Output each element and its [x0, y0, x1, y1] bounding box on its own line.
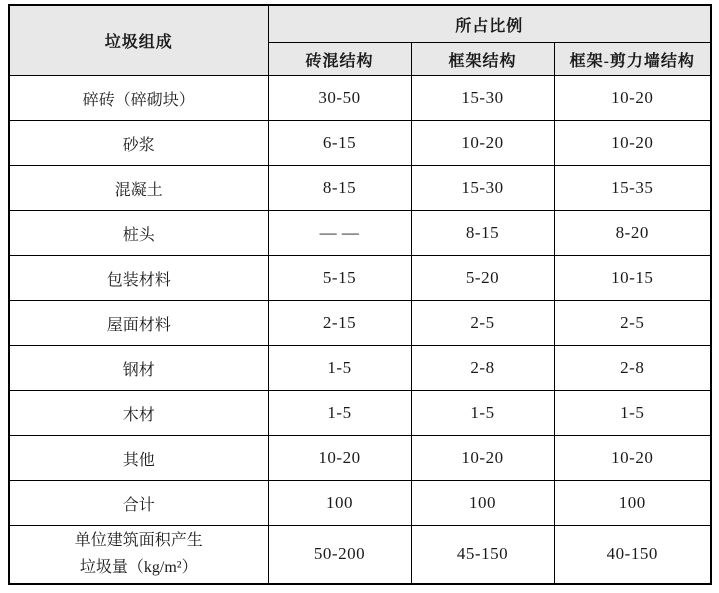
- row-label: [9, 526, 268, 584]
- cell-value: 2-15: [268, 301, 411, 346]
- cell-value: 1-5: [554, 391, 711, 436]
- cell-value: 2-5: [554, 301, 711, 346]
- col-header-composition: 垃圾组成: [9, 5, 268, 76]
- row-label-line-2: 垃圾量（kg/m²）: [79, 559, 198, 577]
- table-row-total: [9, 481, 711, 526]
- cell-value: 1-5: [268, 346, 411, 391]
- row-label: 碎砖（碎砌块）: [9, 76, 268, 121]
- table-header: [9, 5, 711, 76]
- cell-value: 8-15: [268, 166, 411, 211]
- table-row-broken-brick: [9, 76, 711, 121]
- cell-value: 15-35: [554, 166, 711, 211]
- row-label: 屋面材料: [9, 301, 268, 346]
- cell-value: 30-50: [268, 76, 411, 121]
- cell-value: 6-15: [268, 121, 411, 166]
- table-row-mortar: [9, 121, 711, 166]
- col-header-frame-shear-wall: 框架-剪力墙结构: [554, 43, 711, 76]
- table-row-concrete: [9, 166, 711, 211]
- cell-value: 45-150: [411, 526, 554, 584]
- cell-value: 10-20: [411, 436, 554, 481]
- col-header-proportion-group: 所占比例: [268, 5, 711, 43]
- cell-value: 10-20: [554, 76, 711, 121]
- cell-value: 8-20: [554, 211, 711, 256]
- table-row-roofing: [9, 301, 711, 346]
- cell-value: 40-150: [554, 526, 711, 584]
- col-header-brick-concrete: 砖混结构: [268, 43, 411, 76]
- row-label: 木材: [9, 391, 268, 436]
- table-row-packaging: [9, 256, 711, 301]
- cell-value: 100: [411, 481, 554, 526]
- cell-value: 5-15: [268, 256, 411, 301]
- cell-value: 10-15: [554, 256, 711, 301]
- header-row-group: [9, 5, 711, 43]
- table-row-wood: [9, 391, 711, 436]
- cell-value: 10-20: [411, 121, 554, 166]
- row-label: 包装材料: [9, 256, 268, 301]
- table-row-other: [9, 436, 711, 481]
- cell-value: 8-15: [411, 211, 554, 256]
- row-label: 合计: [9, 481, 268, 526]
- cell-value: 2-8: [554, 346, 711, 391]
- waste-composition-table: [8, 4, 712, 585]
- cell-value: 15-30: [411, 76, 554, 121]
- cell-value: 5-20: [411, 256, 554, 301]
- cell-value: 10-20: [554, 436, 711, 481]
- row-label-line-1: 单位建筑面积产生: [74, 532, 203, 550]
- row-label: 其他: [9, 436, 268, 481]
- cell-value: 2-5: [411, 301, 554, 346]
- cell-value: — —: [268, 211, 411, 256]
- table-row-steel: [9, 346, 711, 391]
- col-header-frame: 框架结构: [411, 43, 554, 76]
- cell-value: 100: [268, 481, 411, 526]
- cell-value: 1-5: [411, 391, 554, 436]
- row-label: 混凝土: [9, 166, 268, 211]
- cell-value: 1-5: [268, 391, 411, 436]
- cell-value: 10-20: [268, 436, 411, 481]
- row-label: 桩头: [9, 211, 268, 256]
- row-label: 钢材: [9, 346, 268, 391]
- table-row-waste-per-area: [9, 526, 711, 584]
- cell-value: 2-8: [411, 346, 554, 391]
- cell-value: 15-30: [411, 166, 554, 211]
- row-label: 砂浆: [9, 121, 268, 166]
- table-row-pile-head: [9, 211, 711, 256]
- cell-value: 100: [554, 481, 711, 526]
- cell-value: 10-20: [554, 121, 711, 166]
- cell-value: 50-200: [268, 526, 411, 584]
- table-body: [9, 76, 711, 584]
